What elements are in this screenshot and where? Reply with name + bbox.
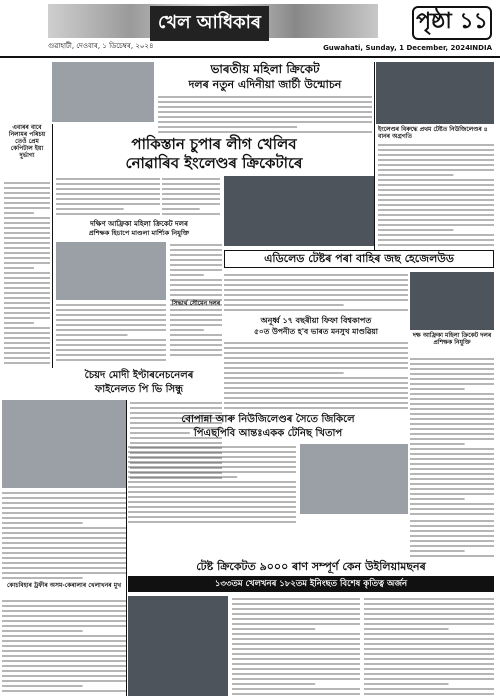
williamson-subhead: ১৩৩তম খেলখনৰ ১৮২তম ইনিংছত বিশেষ কৃতিত্ব অৰ্জন xyxy=(128,576,494,592)
column-rule xyxy=(52,124,53,368)
womens-cricket-headline-1: ভাৰতীয় মহিলা ক্ৰিকেট xyxy=(210,62,320,76)
text-lines xyxy=(2,490,126,580)
pakistan-body-1 xyxy=(56,176,160,218)
kolkata-body xyxy=(2,598,126,696)
women-coach-headline-2: প্ৰশিক্ষক হিচাপে মাণ্ডলা মাৰ্শ্যিক নিযুক্তি xyxy=(88,229,190,237)
adelaide-headline: এডিলেড টেষ্টৰ পৰা বাহিৰ জছ হেজেলউড xyxy=(264,252,454,265)
text-lines xyxy=(410,356,494,516)
women-coach-headline-1: দক্ষিণ আফ্ৰিকা মহিলা ক্ৰিকেট দলৰ xyxy=(90,220,188,228)
coach-caption-body xyxy=(410,356,494,516)
jersey-photo xyxy=(52,62,154,122)
masthead-title: খেল আধিকাৰ xyxy=(150,6,269,41)
pakistan-headline-1: পাকিস্তান চুপাৰ লীগ খেলিব xyxy=(131,135,297,153)
england-body xyxy=(378,142,494,250)
syed-modi-headline-1: চৈয়দ মোদী ইণ্টাৰনেচনেলৰ xyxy=(84,370,194,381)
williamson-body-2 xyxy=(364,596,494,696)
adelaide-body xyxy=(224,272,408,314)
text-lines xyxy=(224,272,408,314)
coach-photo xyxy=(56,242,166,300)
fifa-headline-1: অনূৰ্ধ্ব ১৭ বছৰীয়া ফিফা বিশ্বকাপত xyxy=(260,316,372,325)
text-lines xyxy=(56,302,166,366)
masthead-english-date: Guwahati, Sunday, 1 December, 2024 xyxy=(323,44,470,52)
hazlewood-photo xyxy=(410,272,494,330)
womens-cricket-body xyxy=(158,94,372,136)
text-lines xyxy=(4,180,50,368)
tennis-body-2 xyxy=(410,518,494,558)
text-lines xyxy=(378,142,494,250)
fifa-body xyxy=(224,340,408,410)
kolkata-headline: কোচবিহাৰ ট্ৰফীৰ অসম-কেৰালাৰ খেলাখনৰ মুখ xyxy=(6,582,122,589)
column-rule xyxy=(126,400,127,696)
text-lines xyxy=(364,596,494,696)
text-lines xyxy=(162,176,220,218)
tennis-body xyxy=(128,444,296,524)
masthead xyxy=(0,0,500,58)
pakistan-headline-2: নোৱাৰিব ইংলেণ্ডৰ ক্ৰিকেটাৰে xyxy=(125,154,303,172)
syed-modi-headline-2: ফাইনেলত পি ভি সিন্ধু xyxy=(94,384,184,395)
text-lines xyxy=(232,596,360,696)
page-number-badge: পৃষ্ঠা ১১ xyxy=(412,6,492,40)
left-column-headline: এবাৰৰ বাবে নিলামৰ পৰিচয় তেওঁ প্ৰেম কেপিটাল ইয়া দুৰ্ভাগ্য xyxy=(8,124,46,159)
masthead-dateline: গুৱাহাটী, দেওবাৰ, ১ ডিচেম্বৰ, ২০২৪ xyxy=(48,42,154,50)
left-column-body xyxy=(4,180,50,368)
williamson-headline: টেষ্ট ক্ৰিকেটত ৯০০০ ৰাণ সম্পূৰ্ণ কেন উইলিয়ামছনৰ xyxy=(196,560,426,573)
tennis-headline-1: বোপান্না আৰু নিউজিলেণ্ডৰ সৈতে জিকিলে xyxy=(181,414,355,425)
williamson-photo xyxy=(128,596,228,696)
tennis-headline-2: পিএছপিবি আন্তঃএকক টেনিছ খিতাপ xyxy=(193,428,343,439)
sindhu-photo xyxy=(2,400,126,488)
text-lines xyxy=(2,598,126,696)
syed-modi-body xyxy=(2,490,126,580)
fifa-headline-2: ৫০ত উপনীত হ'ব ভাৰত মনসুখ মাণ্ডৱিয়া xyxy=(254,327,378,336)
text-lines xyxy=(128,444,296,524)
england-photo xyxy=(376,62,494,124)
text-lines xyxy=(56,176,160,218)
womens-cricket-headline-2: দলৰ নতুন এদিনীয়া জাৰ্চী উন্মোচন xyxy=(188,78,342,91)
williamson-body-1 xyxy=(232,596,360,696)
text-lines xyxy=(224,340,408,410)
women-coach-byline: সিদ্ধাৰ্থ সৌমেন দলৰ xyxy=(171,300,221,307)
tennis-photo xyxy=(300,444,408,514)
text-lines xyxy=(410,518,494,558)
women-coach-body-2 xyxy=(56,302,166,366)
england-caption: ইংলেণ্ডৰ বিৰুদ্ধে প্ৰথম টেষ্টত নিউজিলেণ্ডৰ ৪ বানৰ অগ্ৰগতি xyxy=(378,126,488,140)
coach-caption-headline: দক্ষ আফ্ৰিকা মহিলা ক্ৰিকেট দলৰ প্ৰশিক্ষক নিযুক্তি xyxy=(412,332,492,346)
masthead-edition: INDIA xyxy=(469,44,492,52)
pakistan-body-2 xyxy=(162,176,220,218)
text-lines xyxy=(158,94,372,136)
column-rule xyxy=(374,62,375,250)
pakistan-team-photo xyxy=(224,176,374,246)
